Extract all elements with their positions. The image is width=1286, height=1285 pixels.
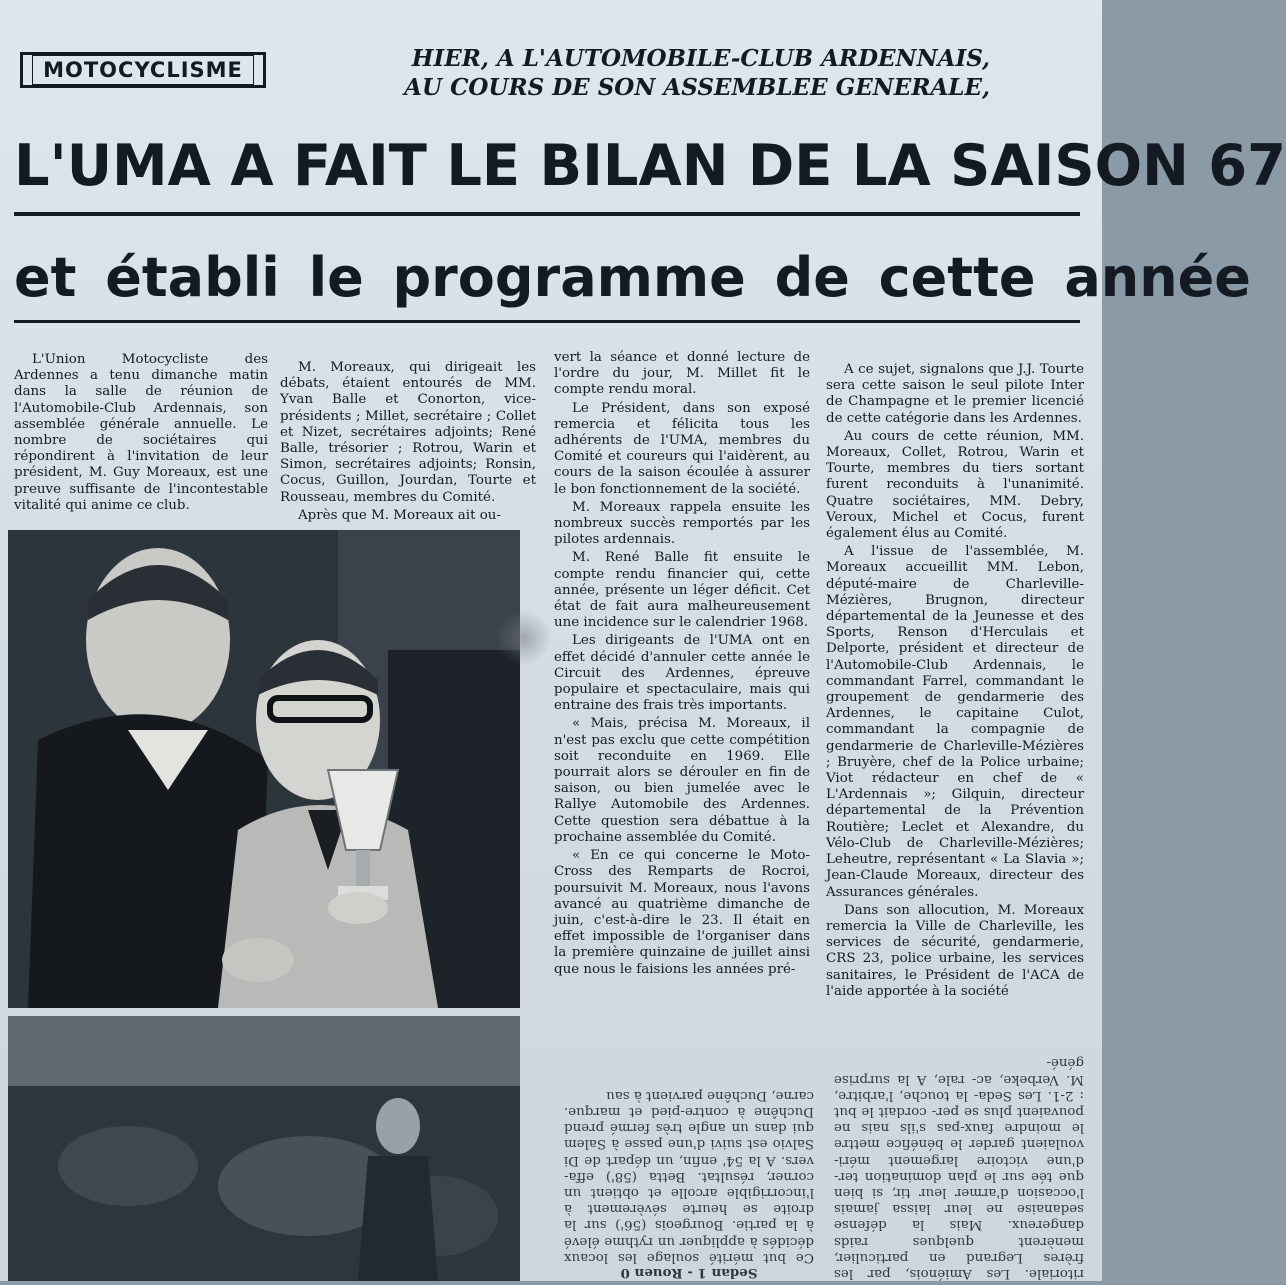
bleed-column-a: ritoriale. Les Amiénois, par les frères Legrand en particulier, menèrent quelques raids dangereux. Mais la défense sedanaise ne leur laissa jamais l'occasion d'armer leur tir, si bien que tée sur le plan domination ter- d'une victoire largement méri- voulaient garder le bénéfice mettre le moindre faux-pas s'ils nais ne pouvaient plus se per- cordait le but : 2-1. Les Seda- la touche, l'arbitre, M. Verbeke, ac- rale, A la surprise géné- (834, 1055, 1084, 1281)
subheadline-rule (14, 320, 1080, 323)
section-label-text: MOTOCYCLISME (32, 55, 254, 85)
bleed-column-b-text: Ce but mérité soulage les locaux décidés à appliquer un rythme élevé à la partie. Bourgeois (56') sur la droite se heurte sévèrement à l'incorrigible arcolle et obtient un corner, résultat. Betta (58') effa- vers. A la 54' enfin, un départ de Di Salvio est suivi d'une passe à Salem qui dans un angle très fermé prend Duchêne à contre-pied et marque. carne, Duchêne parvient à sau (564, 1087, 814, 1265)
paragraph: Dans son allocution, M. Moreaux remercia la Ville de Charleville, les services de sécurité, gendarmerie, CRS 23, police urbaine, les services sanitaires, le Président de l'ACA de l'aide apportée à la société (826, 902, 1084, 999)
paragraph: Au cours de cette réunion, MM. Moreaux, Collet, Rotrou, Warin et Tourte, membres du tiers sortant furent reconduits à l'unanimité. Quatre sociétaires, MM. Debry, Veroux, Michel et Cocus, furent également élus au Comité. (826, 428, 1084, 542)
reverse-side-bleed-through (554, 990, 1084, 1281)
kicker-line-2: AU COURS DE SON ASSEMBLEE GENERALE, (404, 74, 990, 101)
paragraph: vert la séance et donné lecture de l'ordre du jour, M. Millet fit le compte rendu moral. (554, 350, 810, 398)
paragraph: Après que M. Moreaux ait ou- (298, 507, 501, 523)
bleed-column-b (564, 1087, 814, 1281)
kicker (390, 44, 990, 102)
article-column-3 (554, 350, 810, 980)
paragraph: A l'issue de l'assemblée, M. Moreaux accueillit MM. Lebon, député-maire de Charleville-Mézières, Brugnon, directeur départemental de la Jeunesse et des Sports, Renson d'Herculais et Delporte, président et directeur de l'Automobile-Club Ardennais, le commandant Farrel, commandant le groupement de gendarmerie des Ardennes, le capitaine Culot, commandant la compagnie de gendarmerie de Charleville-Mézières ; Bruyère, chef de la Police urbaine; Viot rédacteur en chef de « L'Ardennais »; Gilquin, directeur départemental de la Prévention Routière; Leclet et Alexandre, du Vélo-Club de Charleville-Mézières; Leheutre, représentant « La Slavia »; Jean-Claude Moreaux, directeur des Assurances générales. (826, 544, 1084, 900)
paragraph: M. Moreaux rappela ensuite les nombreux succès remportés par les pilotes ardennais. (554, 499, 810, 548)
paragraph: Le Président, dans son exposé remercia et félicita tous les adhérents de l'UMA, membres du Comité et coureurs qui l'aidèrent, au cours de la saison écoulée à assurer le bon fonctionnement de la société. (554, 400, 810, 497)
paragraph: L'Union Motocycliste des Ardennes a tenu dimanche matin dans la salle de réunion de l'Automobile-Club Ardennais, son assemblée générale annuelle. Le nombre de sociétaires qui répondirent à l'invitation de leur président, M. Guy Moreaux, est une preuve suffisante de l'incontestable vitalité qui anime ce club. (14, 352, 268, 513)
paragraph: M. René Balle fit ensuite le compte rendu financier qui, cette année, présente un léger déficit. Cet état de fait aura malheureusement une incidence sur le calendrier 1968. (554, 550, 810, 631)
article-column-4 (826, 362, 1084, 1002)
bleed-match-title: Sedan 1 - Rouen 0 (620, 1265, 758, 1281)
paragraph: « Mais, précisa M. Moreaux, il n'est pas exclu que cette compétition soit reconduite en 1969. Elle pourrait alors se dérouler en fin de saison, ou bien jumelée avec le Rallye Automobile des Ardennes. Cette question sera débattue à la prochaine assemblée du Comité. (554, 716, 810, 845)
paragraph: A ce sujet, signalons que J.J. Tourte sera cette saison le seul pilote Inter de Champagne et le premier licencié de cette catégorie dans les Ardennes. (826, 362, 1084, 426)
kicker-line-1: HIER, A L'AUTOMOBILE-CLUB ARDENNAIS, (411, 45, 990, 72)
trophy-photo-illustration (8, 530, 520, 1008)
paragraph: « En ce qui concerne le Moto-Cross des Remparts de Rocroi, poursuivit M. Moreaux, nous l'avons avancé au quatrième dimanche de juin, c'est-à-dire le 23. Il était en effet impossible de l'organiser dans la première quinzaine de juillet ainsi que nous le faisions les années pré- (554, 848, 810, 977)
ink-stamp (498, 608, 550, 668)
subheadline: et établi le programme de cette année (14, 246, 1251, 309)
article-column-1 (14, 352, 268, 516)
paragraph: Les dirigeants de l'UMA ont en effet décidé d'annuler cette année le Circuit des Ardennes, épreuve populaire et spectaculaire, mais qui entraine des frais très importants. (554, 633, 810, 714)
crowd-photo (8, 1016, 520, 1281)
article-column-2 (280, 360, 536, 526)
crowd-photo-illustration (8, 1016, 520, 1281)
headline: L'UMA A FAIT LE BILAN DE LA SAISON 67 (14, 133, 1286, 199)
section-label (20, 52, 266, 88)
trophy-photo (8, 530, 520, 1008)
paragraph: M. Moreaux, qui dirigeait les débats, étaient entourés de MM. Yvan Balle et Conorton, vice-présidents ; Millet, secrétaire ; Collet et Nizet, secrétaires adjoints; René Balle, trésorier ; Rotrou, Warin et Simon, secrétaires adjoints; Ronsin, Cocus, Guillon, Jourdan, Tourte et Rousseau, membres du Comité. (280, 360, 536, 505)
headline-rule (14, 212, 1080, 216)
